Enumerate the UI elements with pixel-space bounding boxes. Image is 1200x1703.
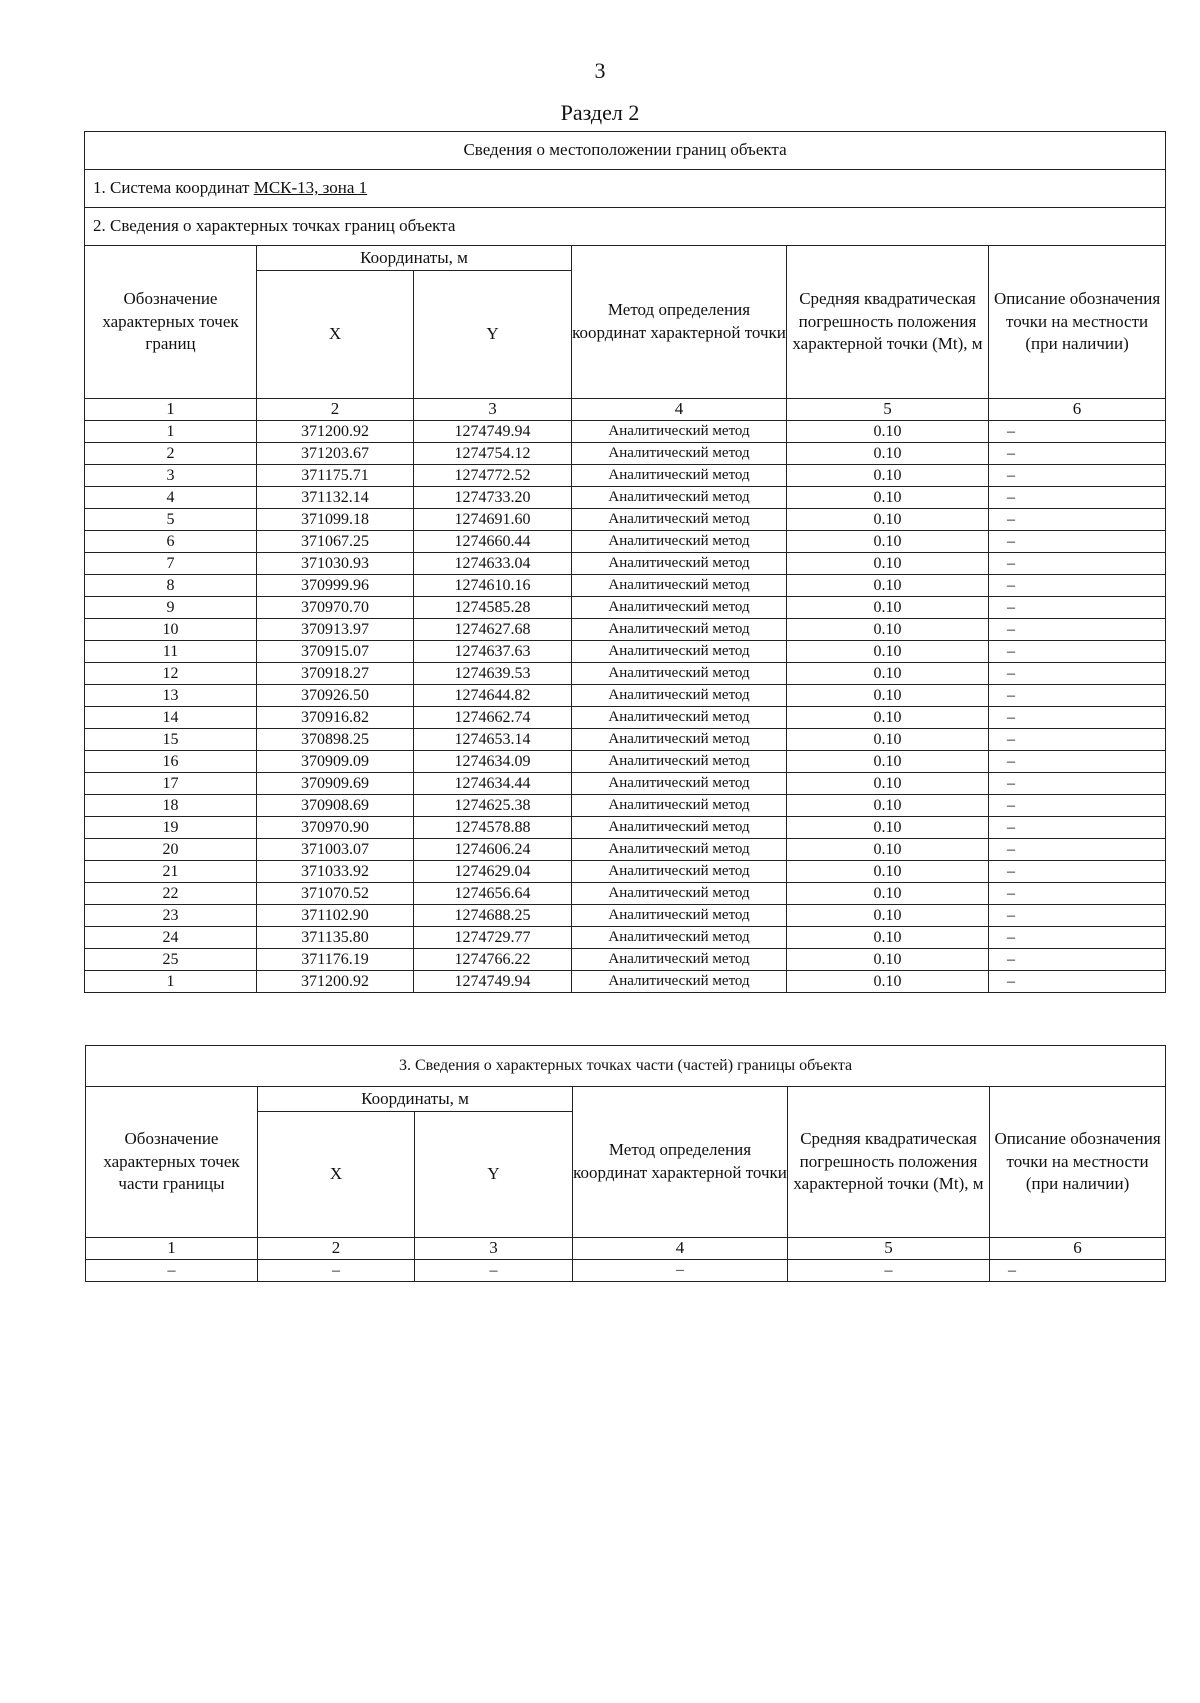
error-value: 0.10 <box>787 663 989 685</box>
coord-system-value: МСК-13, зона 1 <box>253 178 368 198</box>
point-id: 25 <box>85 949 257 971</box>
y-coord: 1274749.94 <box>414 971 572 993</box>
point-id: 18 <box>85 795 257 817</box>
x-coord: 371067.25 <box>257 531 414 553</box>
point-id: 8 <box>85 575 257 597</box>
description: – <box>989 817 1166 839</box>
point-id: 15 <box>85 729 257 751</box>
y-coord: – <box>415 1260 573 1282</box>
column-number: 5 <box>787 399 989 421</box>
y-coord: 1274634.44 <box>414 773 572 795</box>
page-number: 3 <box>594 58 606 83</box>
header2-method: Метод определения координат характерной точки <box>573 1087 788 1238</box>
description: – <box>989 861 1166 883</box>
x-coord: 370909.09 <box>257 751 414 773</box>
y-coord: 1274749.94 <box>414 421 572 443</box>
point-id: 5 <box>85 509 257 531</box>
y-coord: 1274610.16 <box>414 575 572 597</box>
header-method: Метод определения координат характерной точки <box>572 246 787 399</box>
x-coord: 371132.14 <box>257 487 414 509</box>
description: – <box>989 971 1166 993</box>
x-coord: 371003.07 <box>257 839 414 861</box>
point-id: 24 <box>85 927 257 949</box>
x-coord: 371030.93 <box>257 553 414 575</box>
point-id: 9 <box>85 597 257 619</box>
description: – <box>989 509 1166 531</box>
method: Аналитический метод <box>572 905 787 927</box>
y-coord: 1274733.20 <box>414 487 572 509</box>
boundary-points-table <box>84 131 1166 993</box>
description: – <box>989 707 1166 729</box>
description: – <box>989 421 1166 443</box>
description: – <box>989 663 1166 685</box>
header-y: Y <box>414 271 572 399</box>
method: Аналитический метод <box>572 795 787 817</box>
method: Аналитический метод <box>572 421 787 443</box>
x-coord: 370918.27 <box>257 663 414 685</box>
description: – <box>989 575 1166 597</box>
table-row <box>85 773 1166 795</box>
column-number: 4 <box>573 1238 788 1260</box>
y-coord: 1274606.24 <box>414 839 572 861</box>
error-value: 0.10 <box>787 443 989 465</box>
x-coord: 370908.69 <box>257 795 414 817</box>
method: Аналитический метод <box>572 817 787 839</box>
point-id: 16 <box>85 751 257 773</box>
point-id: 6 <box>85 531 257 553</box>
x-coord: 371102.90 <box>257 905 414 927</box>
table-row <box>85 883 1166 905</box>
column-numbers-row <box>85 399 1166 421</box>
method: Аналитический метод <box>572 751 787 773</box>
point-id: 14 <box>85 707 257 729</box>
y-coord: 1274629.04 <box>414 861 572 883</box>
table-row <box>85 619 1166 641</box>
table-row <box>85 707 1166 729</box>
header2-point-label: Обозначение характерных точек части границы <box>86 1087 258 1238</box>
table-row <box>85 927 1166 949</box>
point-id: 21 <box>85 861 257 883</box>
y-coord: 1274585.28 <box>414 597 572 619</box>
header2-y: Y <box>415 1112 573 1238</box>
error-value: 0.10 <box>787 421 989 443</box>
error-value: 0.10 <box>787 751 989 773</box>
y-coord: 1274729.77 <box>414 927 572 949</box>
method: Аналитический метод <box>572 575 787 597</box>
point-id: 4 <box>85 487 257 509</box>
table-row <box>85 971 1166 993</box>
method: Аналитический метод <box>572 971 787 993</box>
table-row <box>85 509 1166 531</box>
y-coord: 1274656.64 <box>414 883 572 905</box>
method: Аналитический метод <box>572 729 787 751</box>
error-value: 0.10 <box>787 641 989 663</box>
description: – <box>989 443 1166 465</box>
description: – <box>990 1260 1166 1282</box>
error-value: 0.10 <box>787 971 989 993</box>
table-row <box>85 641 1166 663</box>
method: Аналитический метод <box>572 487 787 509</box>
x-coord: 370916.82 <box>257 707 414 729</box>
table-row <box>85 685 1166 707</box>
coord-system-prefix: 1. Система координат <box>93 178 254 198</box>
y-coord: 1274662.74 <box>414 707 572 729</box>
method: – <box>573 1260 788 1282</box>
part3-title: 3. Сведения о характерных точках части (частей) границы объекта <box>86 1046 1166 1087</box>
table-row <box>85 861 1166 883</box>
description: – <box>989 597 1166 619</box>
method: Аналитический метод <box>572 861 787 883</box>
table-row <box>85 443 1166 465</box>
error-value: 0.10 <box>787 685 989 707</box>
table-row <box>86 1260 1166 1282</box>
table-row <box>85 597 1166 619</box>
method: Аналитический метод <box>572 883 787 905</box>
method: Аналитический метод <box>572 641 787 663</box>
column-number: 2 <box>258 1238 415 1260</box>
point-id: 17 <box>85 773 257 795</box>
error-value: 0.10 <box>787 597 989 619</box>
description: – <box>989 487 1166 509</box>
point-id: – <box>86 1260 258 1282</box>
description: – <box>989 795 1166 817</box>
point-id: 13 <box>85 685 257 707</box>
error-value: 0.10 <box>787 465 989 487</box>
description: – <box>989 905 1166 927</box>
error-value: 0.10 <box>787 817 989 839</box>
x-coord: 370913.97 <box>257 619 414 641</box>
x-coord: 371135.80 <box>257 927 414 949</box>
point-id: 1 <box>85 971 257 993</box>
x-coord: 371175.71 <box>257 465 414 487</box>
column-numbers-row-2 <box>86 1238 1166 1260</box>
y-coord: 1274688.25 <box>414 905 572 927</box>
x-coord: 370909.69 <box>257 773 414 795</box>
header-description: Описание обозначения точки на местности (при наличии) <box>989 246 1166 399</box>
y-coord: 1274660.44 <box>414 531 572 553</box>
method: Аналитический метод <box>572 553 787 575</box>
point-id: 2 <box>85 443 257 465</box>
y-coord: 1274634.09 <box>414 751 572 773</box>
method: Аналитический метод <box>572 949 787 971</box>
header2-coords: Координаты, м <box>258 1087 573 1112</box>
description: – <box>989 619 1166 641</box>
error-value: 0.10 <box>787 905 989 927</box>
error-value: 0.10 <box>787 575 989 597</box>
table-row <box>85 575 1166 597</box>
description: – <box>989 751 1166 773</box>
method: Аналитический метод <box>572 663 787 685</box>
method: Аналитический метод <box>572 531 787 553</box>
table-row <box>85 751 1166 773</box>
table-row <box>85 905 1166 927</box>
table-row <box>85 553 1166 575</box>
error-value: 0.10 <box>787 839 989 861</box>
error-value: 0.10 <box>787 487 989 509</box>
coord-system-row <box>85 170 1166 208</box>
x-coord: 371070.52 <box>257 883 414 905</box>
error-value: 0.10 <box>787 861 989 883</box>
description: – <box>989 927 1166 949</box>
header-point-label: Обозначение характерных точек границ <box>85 246 257 399</box>
table-row <box>85 663 1166 685</box>
method: Аналитический метод <box>572 619 787 641</box>
description: – <box>989 553 1166 575</box>
error-value: 0.10 <box>787 773 989 795</box>
x-coord: 370970.70 <box>257 597 414 619</box>
method: Аналитический метод <box>572 773 787 795</box>
y-coord: 1274766.22 <box>414 949 572 971</box>
header-error: Средняя квадратическая погрешность положения характерной точки (Mt), м <box>787 246 989 399</box>
y-coord: 1274637.63 <box>414 641 572 663</box>
point-id: 7 <box>85 553 257 575</box>
point-id: 10 <box>85 619 257 641</box>
column-number: 3 <box>414 399 572 421</box>
column-number: 3 <box>415 1238 573 1260</box>
point-id: 23 <box>85 905 257 927</box>
description: – <box>989 883 1166 905</box>
main-title: Сведения о местоположении границ объекта <box>85 132 1166 170</box>
point-id: 3 <box>85 465 257 487</box>
description: – <box>989 729 1166 751</box>
point-id: 20 <box>85 839 257 861</box>
error-value: 0.10 <box>787 927 989 949</box>
table-row <box>85 949 1166 971</box>
header2-error: Средняя квадратическая погрешность положения характерной точки (Mt), м <box>788 1087 990 1238</box>
error-value: 0.10 <box>787 553 989 575</box>
description: – <box>989 949 1166 971</box>
header2-description: Описание обозначения точки на местности (при наличии) <box>990 1087 1166 1238</box>
x-coord: 371099.18 <box>257 509 414 531</box>
y-coord: 1274639.53 <box>414 663 572 685</box>
error-value: 0.10 <box>787 509 989 531</box>
part2-title: 2. Сведения о характерных точках границ объекта <box>85 208 1166 246</box>
description: – <box>989 839 1166 861</box>
x-coord: 370898.25 <box>257 729 414 751</box>
point-id: 12 <box>85 663 257 685</box>
method: Аналитический метод <box>572 839 787 861</box>
table-row <box>85 817 1166 839</box>
point-id: 11 <box>85 641 257 663</box>
error-value: 0.10 <box>787 949 989 971</box>
x-coord: 370970.90 <box>257 817 414 839</box>
error-value: 0.10 <box>787 795 989 817</box>
table-row <box>85 531 1166 553</box>
x-coord: – <box>258 1260 415 1282</box>
y-coord: 1274691.60 <box>414 509 572 531</box>
column-number: 6 <box>989 399 1166 421</box>
error-value: 0.10 <box>787 883 989 905</box>
table-row <box>85 465 1166 487</box>
x-coord: 370926.50 <box>257 685 414 707</box>
column-number: 5 <box>788 1238 990 1260</box>
x-coord: 370999.96 <box>257 575 414 597</box>
method: Аналитический метод <box>572 443 787 465</box>
method: Аналитический метод <box>572 465 787 487</box>
point-id: 1 <box>85 421 257 443</box>
y-coord: 1274754.12 <box>414 443 572 465</box>
method: Аналитический метод <box>572 509 787 531</box>
method: Аналитический метод <box>572 707 787 729</box>
x-coord: 371176.19 <box>257 949 414 971</box>
description: – <box>989 531 1166 553</box>
y-coord: 1274578.88 <box>414 817 572 839</box>
table-row <box>85 421 1166 443</box>
error-value: – <box>788 1260 990 1282</box>
method: Аналитический метод <box>572 597 787 619</box>
column-number: 4 <box>572 399 787 421</box>
column-number: 2 <box>257 399 414 421</box>
method: Аналитический метод <box>572 927 787 949</box>
x-coord: 371033.92 <box>257 861 414 883</box>
x-coord: 371203.67 <box>257 443 414 465</box>
description: – <box>989 685 1166 707</box>
point-id: 19 <box>85 817 257 839</box>
header-x: X <box>257 271 414 399</box>
section-title: Раздел 2 <box>560 100 640 125</box>
description: – <box>989 773 1166 795</box>
point-id: 22 <box>85 883 257 905</box>
part-points-table <box>85 1045 1166 1282</box>
description: – <box>989 641 1166 663</box>
column-number: 6 <box>990 1238 1166 1260</box>
table-row <box>85 487 1166 509</box>
table-row <box>85 795 1166 817</box>
column-number: 1 <box>86 1238 258 1260</box>
header-coords: Координаты, м <box>257 246 572 271</box>
y-coord: 1274644.82 <box>414 685 572 707</box>
method: Аналитический метод <box>572 685 787 707</box>
y-coord: 1274633.04 <box>414 553 572 575</box>
header2-x: X <box>258 1112 415 1238</box>
error-value: 0.10 <box>787 619 989 641</box>
y-coord: 1274653.14 <box>414 729 572 751</box>
error-value: 0.10 <box>787 729 989 751</box>
table-row <box>85 839 1166 861</box>
x-coord: 371200.92 <box>257 421 414 443</box>
error-value: 0.10 <box>787 531 989 553</box>
description: – <box>989 465 1166 487</box>
y-coord: 1274772.52 <box>414 465 572 487</box>
y-coord: 1274625.38 <box>414 795 572 817</box>
x-coord: 370915.07 <box>257 641 414 663</box>
error-value: 0.10 <box>787 707 989 729</box>
column-number: 1 <box>85 399 257 421</box>
x-coord: 371200.92 <box>257 971 414 993</box>
table-row <box>85 729 1166 751</box>
y-coord: 1274627.68 <box>414 619 572 641</box>
